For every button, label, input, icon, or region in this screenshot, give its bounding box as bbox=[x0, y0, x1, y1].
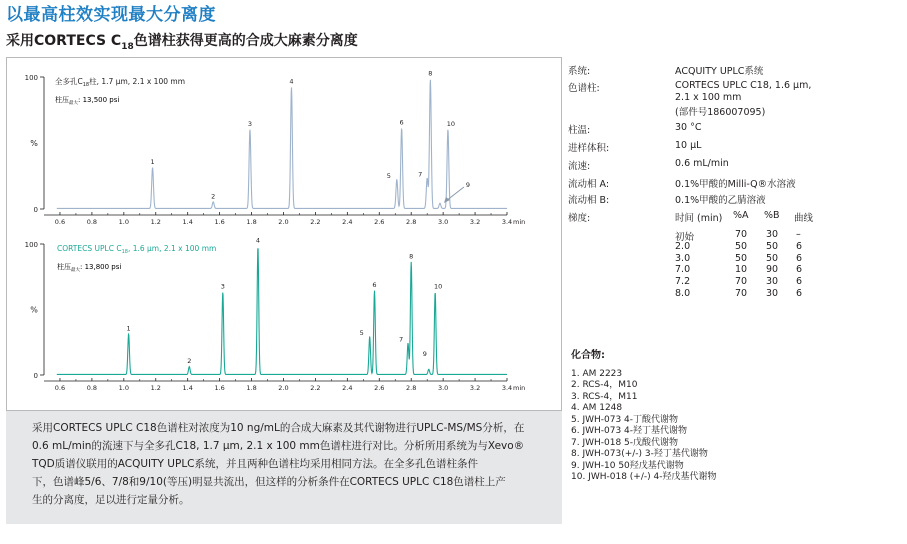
compound-list-header: 化合物: bbox=[571, 350, 605, 361]
x-tick-label: 1.0 bbox=[118, 384, 129, 392]
x-tick-label: 2.6 bbox=[374, 218, 385, 226]
legend-sub: 18 bbox=[82, 82, 90, 88]
pressure-prefix: 柱压 bbox=[55, 96, 69, 104]
condition-value: CORTECS UPLC C18, 1.6 µm, bbox=[675, 80, 812, 91]
chart-legend bbox=[55, 76, 185, 88]
gradient-cell: 初始 bbox=[675, 232, 695, 243]
condition-row bbox=[568, 104, 903, 118]
compound-item: 4. AM 1248 bbox=[571, 403, 623, 413]
pressure-label bbox=[57, 262, 121, 273]
gradient-cell: 10 bbox=[735, 264, 748, 276]
x-tick-label: 1.6 bbox=[214, 218, 225, 226]
x-unit-label: min bbox=[513, 218, 526, 226]
x-tick-label: 3.4 bbox=[501, 384, 513, 392]
peak-label: 2 bbox=[187, 357, 192, 366]
gradient-header-cell: 曲线 bbox=[794, 213, 814, 224]
condition-label: 柱温: bbox=[568, 125, 591, 136]
condition-row bbox=[568, 140, 903, 154]
caption-line-4: 下，色谱峰5/6、7/8和9/10(等压)明显共流出，但这样的分析条件在CORTECS UPLC C18色谱柱上产 bbox=[32, 476, 506, 488]
x-tick-label: 3.4 bbox=[501, 218, 513, 226]
pressure-sub: 最大 bbox=[71, 268, 80, 273]
gradient-cell: 2.0 bbox=[675, 240, 691, 252]
condition-value: 0.1%甲酸的乙腈溶液 bbox=[675, 195, 766, 206]
caption-line-2: 0.6 mL/min的流速下与全多孔C18, 1.7 µm, 2.1 x 100 mm色谱柱进行对比。分析所用系统为与Xevo® bbox=[32, 440, 525, 452]
gradient-cell: – bbox=[796, 229, 801, 240]
x-tick-label: 3.2 bbox=[469, 384, 481, 392]
compound-item: 8. JWH-073(+/-) 3-羟丁基代谢物 bbox=[571, 449, 708, 459]
y-axis-label: % bbox=[30, 305, 38, 315]
gradient-cell: 6 bbox=[796, 264, 803, 276]
gradient-header-cell: 时间 (min) bbox=[675, 213, 723, 224]
chromatogram-trace bbox=[57, 248, 507, 374]
gradient-cell: 6 bbox=[796, 276, 803, 288]
compound-list bbox=[571, 350, 716, 484]
condition-value: 0.1%甲酸的Milli-Q®水溶液 bbox=[675, 179, 796, 190]
compound-item: 6. JWH-073 4-羟丁基代谢物 bbox=[571, 426, 688, 436]
x-tick-label: 2.6 bbox=[374, 384, 385, 392]
peak-label: 9 bbox=[422, 349, 427, 358]
compound-item: 2. RCS-4，M10 bbox=[571, 380, 638, 390]
gradient-header-cell: %A bbox=[733, 210, 749, 221]
peak-label: 10 bbox=[434, 282, 443, 291]
peak-label: 3 bbox=[220, 282, 225, 291]
gradient-cell: 50 bbox=[735, 252, 748, 264]
pressure-sub: 最大 bbox=[69, 101, 78, 106]
gradient-cell: 7.2 bbox=[675, 276, 691, 288]
x-tick-label: 1.2 bbox=[150, 218, 161, 226]
compound-item: 10. JWH-018 (+/-) 4-羟戊基代谢物 bbox=[571, 472, 717, 482]
peak-label: 5 bbox=[386, 171, 391, 180]
x-unit-label: min bbox=[513, 384, 526, 392]
page-title: 以最高柱效实现最大分离度 bbox=[6, 5, 216, 25]
caption-line-3: TQD质谱仪联用的ACQUITY UPLC系统，并且两种色谱柱均采用相同方法。在全多孔色谱柱条件 bbox=[32, 458, 479, 470]
legend-suffix: , 1.6 µm, 2.1 x 100 mm bbox=[127, 244, 217, 253]
peak-9-arrowhead bbox=[444, 197, 450, 203]
gradient-cell: 3.0 bbox=[675, 252, 691, 264]
gradient-cell: 70 bbox=[735, 229, 748, 240]
subtitle-prefix: 采用CORTECS C bbox=[6, 33, 122, 49]
pressure-value: : 13,800 psi bbox=[80, 263, 122, 271]
condition-row bbox=[568, 158, 903, 172]
chromatogram-panel bbox=[6, 57, 562, 411]
gradient-cell: 70 bbox=[735, 288, 748, 299]
condition-label: 流动相 A: bbox=[568, 179, 610, 190]
gradient-cell: 30 bbox=[766, 288, 779, 299]
peak-label: 8 bbox=[409, 252, 414, 261]
x-tick-label: 1.0 bbox=[118, 218, 129, 226]
gradient-cell: 6 bbox=[796, 240, 803, 252]
gradient-cell: 50 bbox=[766, 240, 779, 252]
x-tick-label: 0.8 bbox=[86, 384, 98, 392]
gradient-cell: 6 bbox=[796, 252, 803, 264]
pressure-value: : 13,500 psi bbox=[78, 96, 120, 104]
caption-line-1: 采用CORTECS UPLC C18色谱柱对浓度为10 ng/mL的合成大麻素及其代谢物进行UPLC-MS/MS分析，在 bbox=[32, 422, 525, 434]
pressure-prefix: 柱压 bbox=[57, 263, 71, 271]
peak-label: 6 bbox=[399, 118, 404, 127]
peak-label: 3 bbox=[247, 119, 253, 128]
peak-label: 1 bbox=[126, 324, 131, 333]
peak-label: 7 bbox=[418, 170, 423, 179]
subtitle-suffix: 色谱柱获得更高的合成大麻素分离度 bbox=[133, 33, 358, 49]
x-tick-label: 0.8 bbox=[86, 218, 98, 226]
x-tick-label: 2.2 bbox=[310, 218, 321, 226]
peak-label: 4 bbox=[289, 77, 294, 86]
compound-item: 7. JWH-018 5-戊酸代谢物 bbox=[571, 437, 679, 448]
x-tick-label: 2.0 bbox=[278, 218, 289, 226]
gradient-cell: 70 bbox=[735, 276, 748, 288]
gradient-label: 梯度: bbox=[568, 213, 591, 224]
condition-label: 流动相 B: bbox=[568, 195, 610, 206]
gradient-cell: 50 bbox=[766, 252, 779, 264]
condition-row bbox=[568, 122, 903, 136]
x-tick-label: 0.6 bbox=[54, 218, 66, 226]
y-tick-label: 100 bbox=[24, 241, 38, 249]
condition-label: 进样体积: bbox=[568, 143, 610, 154]
x-tick-label: 2.4 bbox=[342, 384, 353, 392]
condition-value: 0.6 mL/min bbox=[675, 158, 729, 169]
peak-label: 1 bbox=[150, 158, 155, 167]
condition-value: 30 °C bbox=[675, 122, 702, 133]
condition-value: ACQUITY UPLC系统 bbox=[675, 66, 764, 77]
peak-label: 2 bbox=[211, 192, 216, 201]
compound-item: 5. JWH-073 4-丁酸代谢物 bbox=[571, 414, 679, 425]
x-tick-label: 2.8 bbox=[406, 218, 417, 226]
y-tick-label: 0 bbox=[33, 372, 38, 380]
peak-label: 5 bbox=[359, 329, 364, 338]
chromatogram-trace bbox=[57, 77, 507, 209]
caption-line-5: 生的分离度，足以进行定量分析。 bbox=[32, 494, 190, 506]
legend-sub: 18 bbox=[121, 249, 128, 255]
page-subtitle bbox=[6, 30, 358, 52]
peak-label: 9 bbox=[465, 181, 471, 189]
x-tick-label: 1.4 bbox=[182, 218, 193, 226]
x-tick-label: 1.4 bbox=[182, 384, 193, 392]
peak-label: 7 bbox=[398, 335, 404, 344]
x-tick-label: 2.4 bbox=[342, 218, 353, 226]
gradient-cell: 50 bbox=[735, 240, 748, 252]
x-tick-label: 0.6 bbox=[54, 384, 66, 392]
condition-label: 流速: bbox=[568, 161, 591, 172]
y-axis-label: % bbox=[30, 139, 38, 148]
condition-label: 色谱柱: bbox=[568, 83, 600, 94]
y-tick-label: 100 bbox=[24, 74, 38, 82]
x-tick-label: 2.8 bbox=[406, 384, 417, 392]
gradient-cell: 8.0 bbox=[675, 288, 691, 299]
x-tick-label: 2.0 bbox=[278, 384, 289, 392]
x-tick-label: 3.2 bbox=[469, 218, 481, 226]
gradient-cell: 7.0 bbox=[675, 264, 691, 276]
gradient-cell: 30 bbox=[766, 276, 779, 288]
condition-value: 10 µL bbox=[675, 140, 702, 151]
gradient-cell: 90 bbox=[766, 264, 779, 276]
peak-label: 4 bbox=[255, 236, 261, 245]
legend-prefix: 全多孔C bbox=[55, 77, 83, 86]
peak-9-arrow bbox=[446, 187, 464, 201]
legend-prefix: CORTECS UPLC C bbox=[57, 244, 122, 253]
x-tick-label: 1.8 bbox=[246, 384, 257, 392]
condition-value: (部件号186007095) bbox=[675, 107, 766, 118]
legend-suffix: 柱, 1.7 µm, 2.1 x 100 mm bbox=[89, 77, 185, 86]
condition-label: 系统: bbox=[568, 66, 591, 77]
compound-item: 1. AM 2223 bbox=[571, 368, 623, 379]
y-tick-label: 0 bbox=[33, 206, 38, 214]
condition-row bbox=[568, 176, 903, 190]
condition-row bbox=[568, 192, 903, 206]
peak-label: 6 bbox=[372, 281, 377, 290]
gradient-header-cell: %B bbox=[764, 210, 780, 221]
condition-value: 2.1 x 100 mm bbox=[675, 92, 742, 103]
x-tick-label: 1.2 bbox=[150, 384, 161, 392]
peak-label: 10 bbox=[446, 119, 456, 128]
condition-row bbox=[568, 63, 903, 77]
compound-item: 3. RCS-4，M11 bbox=[571, 391, 638, 402]
peak-label: 8 bbox=[428, 69, 433, 78]
subtitle-sub: 18 bbox=[121, 41, 134, 52]
x-tick-label: 1.8 bbox=[246, 218, 257, 226]
chromatogram-svg bbox=[7, 58, 561, 410]
chart-legend bbox=[57, 244, 216, 255]
gradient-cell: 30 bbox=[766, 229, 779, 240]
gradient-cell: 6 bbox=[796, 288, 803, 299]
pressure-label bbox=[55, 95, 119, 106]
x-tick-label: 1.6 bbox=[214, 384, 225, 392]
x-tick-label: 2.2 bbox=[310, 384, 321, 392]
x-tick-label: 3.0 bbox=[437, 384, 449, 392]
figure-caption bbox=[6, 411, 562, 524]
compound-item: 9. JWH-10 50羟戊基代谢物 bbox=[571, 460, 684, 471]
x-tick-label: 3.0 bbox=[437, 218, 449, 226]
